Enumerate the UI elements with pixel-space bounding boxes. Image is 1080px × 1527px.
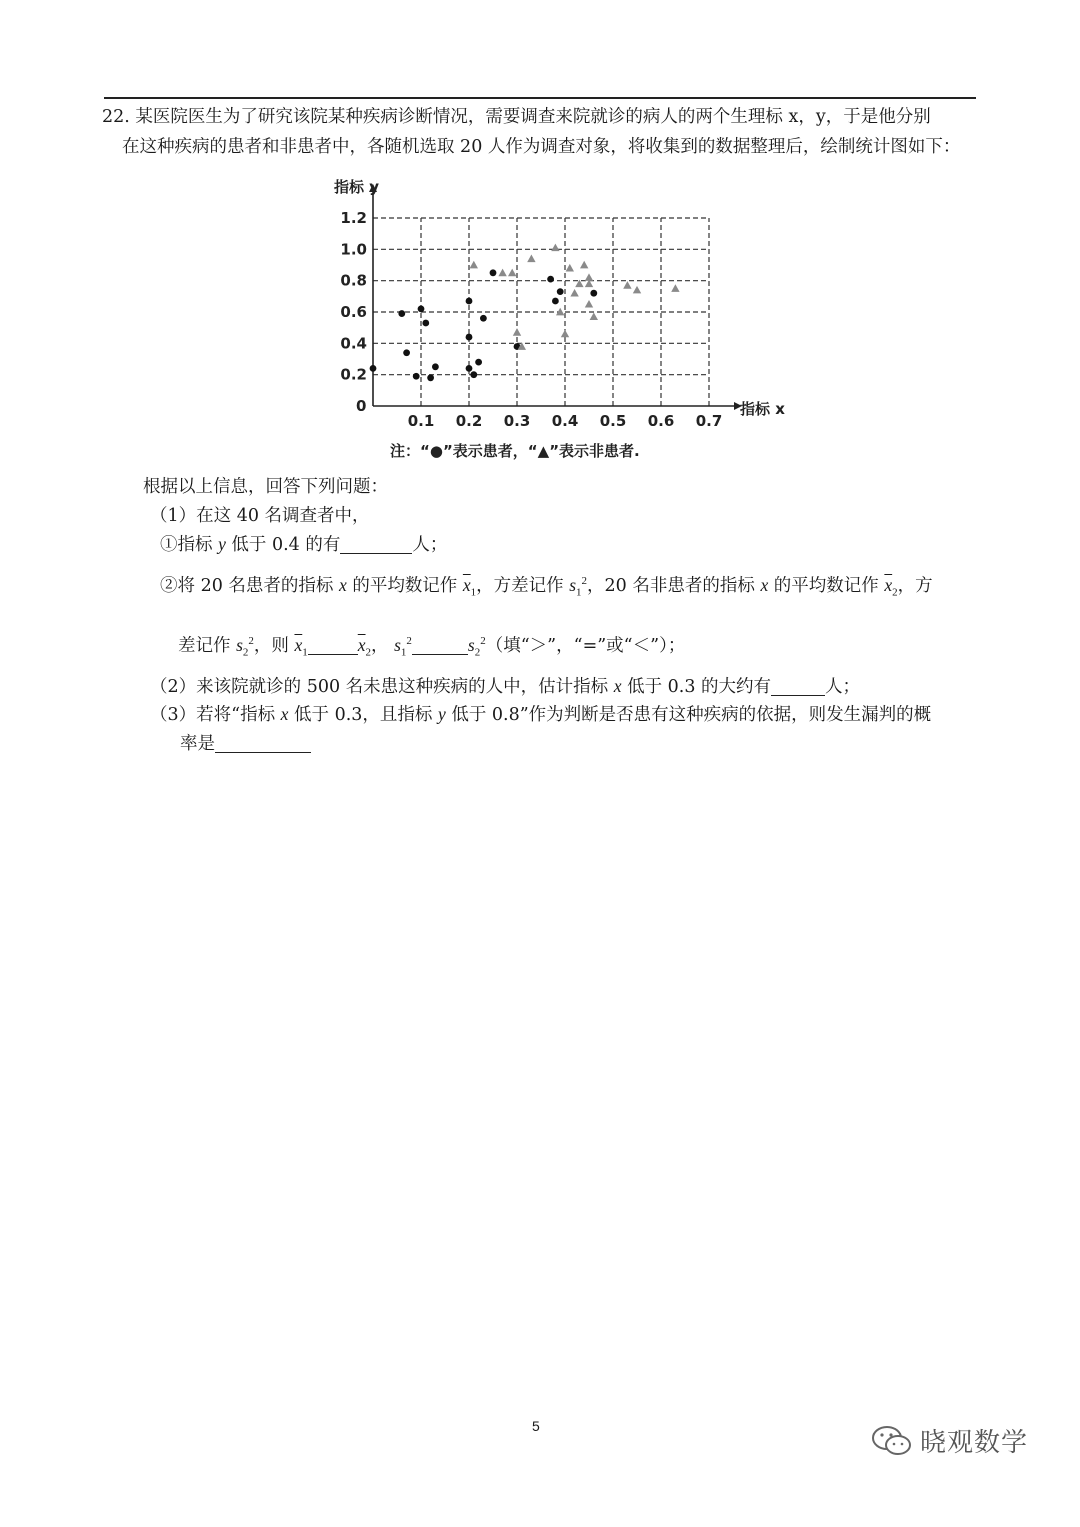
q1b-var-x-2: x — [760, 574, 769, 595]
q1b2-text-2: ，则 — [253, 635, 295, 656]
q1b-text-3: ，方差记作 — [476, 575, 570, 596]
x-tick-label: 0.6 — [647, 412, 675, 430]
s2-sup: 2 — [248, 635, 254, 647]
wechat-logo-icon — [870, 1423, 914, 1459]
patient-point — [427, 374, 434, 381]
non-patient-point — [561, 330, 569, 338]
s2-symbol: s — [236, 634, 243, 655]
q3-text-3: 低于 0.8”作为判断是否患有这种疾病的依据，则发生漏判的概 — [445, 705, 932, 725]
intro-text: 根据以上信息，回答下列问题： — [143, 477, 388, 497]
s1-symbol: s — [569, 574, 577, 595]
y-axis-label: 指标 y — [334, 178, 380, 196]
s1-compare-sup: 2 — [406, 635, 412, 647]
s2-compare-sub: 2 — [474, 646, 481, 659]
s2-compare-sup: 2 — [480, 635, 486, 647]
patient-point — [403, 349, 410, 356]
xbar1-symbol: $\overline{x}$ — [462, 574, 471, 595]
variance-compare-blank[interactable] — [412, 634, 468, 655]
q1a-mid: 低于 0.4 的有 — [225, 535, 341, 555]
q3-var-x: x — [280, 704, 289, 724]
q3-line-2 — [180, 730, 311, 758]
q1a-answer-blank[interactable] — [340, 533, 412, 554]
x-tick-label: 0.5 — [599, 412, 627, 430]
chart-grid — [373, 218, 709, 406]
top-rule — [104, 97, 976, 99]
patient-point — [413, 373, 420, 380]
xbar2-symbol: $\overline{x}$ — [884, 574, 893, 595]
y-tick-label: 1.2 — [340, 209, 367, 227]
xbar1-compare-sub: 1 — [302, 646, 308, 659]
patient-point — [547, 276, 554, 283]
q1b-text-4: ，20 名非患者的指标 — [587, 575, 761, 596]
patient-point — [422, 320, 429, 327]
s2-sub: 2 — [242, 646, 249, 659]
q1b2-text-4: （填“＞”，“=”或“＜”）； — [485, 635, 686, 656]
non-patient-point — [498, 269, 506, 277]
patient-point — [418, 305, 425, 312]
chart-note: 注：“●”表示患者，“▲”表示非患者. — [390, 442, 640, 460]
q1a-pre: ①指标 — [160, 535, 219, 555]
patient-point — [398, 310, 405, 317]
patient-point — [466, 334, 473, 341]
y-tick-label: 0.6 — [340, 303, 367, 321]
non-patient-point — [570, 289, 578, 297]
q2-line — [150, 672, 860, 701]
patient-point — [370, 365, 377, 372]
y-tick-label: 0.8 — [340, 271, 367, 290]
non-patient-point — [566, 264, 574, 272]
s1-compare-sub: 1 — [400, 646, 407, 659]
q2-pre: （2）来该院就诊的 500 名未患这种疾病的人中，估计指标 — [150, 677, 614, 697]
xbar1-sub: 1 — [470, 586, 477, 599]
x-tick-label: 0.4 — [551, 412, 579, 430]
patient-point — [466, 365, 473, 372]
s1-sup: 2 — [581, 575, 588, 587]
x-axis-label: 指标 x — [740, 400, 785, 418]
non-patient-point — [633, 286, 641, 294]
x-tick-label: 0.2 — [455, 412, 483, 430]
q1a-line — [160, 530, 447, 559]
xbar1-compare-symbol: $\overline{x}$ — [294, 634, 303, 655]
patient-point — [432, 363, 439, 370]
x-tick-label: 0.3 — [503, 412, 531, 430]
y-tick-label: 0.4 — [340, 334, 367, 353]
xbar2-compare-symbol: $\overline{x}$ — [357, 634, 366, 655]
non-patient-point — [470, 261, 478, 269]
question-line-2: 在这种疾病的患者和非患者中，各随机选取 20 人作为调查对象，将收集到的数据整理后，绘制统计图如下： — [122, 137, 961, 157]
q3-line — [150, 700, 931, 729]
q2-answer-blank[interactable] — [771, 675, 825, 696]
mean-compare-blank[interactable] — [308, 634, 358, 655]
non-patient-point — [508, 269, 516, 277]
non-patient-point — [590, 313, 598, 321]
non-patient-point — [585, 300, 593, 308]
q3b-text: 率是 — [180, 734, 215, 754]
q2-mid: 低于 0.3 的大约有 — [621, 677, 772, 697]
x-tick-label: 0.7 — [695, 412, 723, 430]
origin-label: 0 — [356, 397, 367, 415]
xbar2-sub: 2 — [892, 586, 898, 599]
patient-point — [475, 359, 482, 366]
q1b-text-5: 的平均数记作 — [768, 575, 885, 596]
q1a-post: 人； — [412, 535, 448, 555]
q1b-text-6: ，方 — [897, 575, 933, 596]
q3-text-2: 低于 0.3，且指标 — [288, 705, 438, 725]
x-tick-label: 0.1 — [407, 412, 435, 430]
q1b2-text-1: 差记作 — [178, 635, 237, 656]
non-patient-point — [513, 328, 521, 336]
y-tick-label: 0.2 — [340, 365, 367, 384]
q2-post: 人； — [825, 677, 861, 697]
s2-compare-symbol: s — [467, 634, 475, 655]
non-patient-point — [671, 284, 679, 292]
patient-point — [557, 288, 564, 295]
q3-text-1: （3）若将“指标 — [150, 705, 281, 725]
page-number: 5 — [532, 1418, 540, 1434]
non-patient-point — [527, 255, 535, 263]
q1b-text-2: 的平均数记作 — [346, 575, 463, 596]
chart-tick-labels — [340, 209, 722, 430]
q2-var: x — [613, 676, 622, 696]
y-tick-label: 1.0 — [340, 240, 367, 259]
question-line-1: 22. 某医院医生为了研究该院某种疾病诊断情况，需要调查来院就诊的病人的两个生理标 x，y，于是他分别 — [102, 107, 931, 127]
patient-point — [490, 269, 497, 276]
q1a-var: y — [218, 534, 226, 554]
non-patient-point — [623, 281, 631, 289]
non-patient-point — [580, 261, 588, 269]
q1b-line-2 — [178, 627, 685, 666]
s1-sub: 1 — [576, 586, 582, 599]
q3-var-y: y — [437, 704, 446, 724]
q1b-text-1: ②将 20 名患者的指标 — [160, 575, 339, 596]
s1-compare-symbol: s — [394, 634, 401, 655]
patient-point — [466, 298, 473, 305]
patient-point — [552, 298, 559, 305]
scatter-chart — [330, 170, 800, 470]
q1-text: （1）在这 40 名调查者中， — [150, 506, 370, 526]
q1b2-text-3: ， — [371, 635, 389, 656]
scatter-chart-svg — [330, 170, 800, 470]
watermark-brand: 晓观数学 — [920, 1428, 1029, 1458]
q1b-var-x: x — [338, 574, 347, 595]
patient-point — [470, 371, 477, 378]
patient-point — [480, 315, 487, 322]
patient-point — [590, 290, 597, 297]
q1b-line — [160, 567, 933, 606]
q3-answer-blank[interactable] — [215, 732, 311, 753]
xbar2-compare-sub: 2 — [365, 646, 372, 659]
chart-axes — [333, 178, 785, 418]
non-patient-point — [551, 244, 559, 252]
